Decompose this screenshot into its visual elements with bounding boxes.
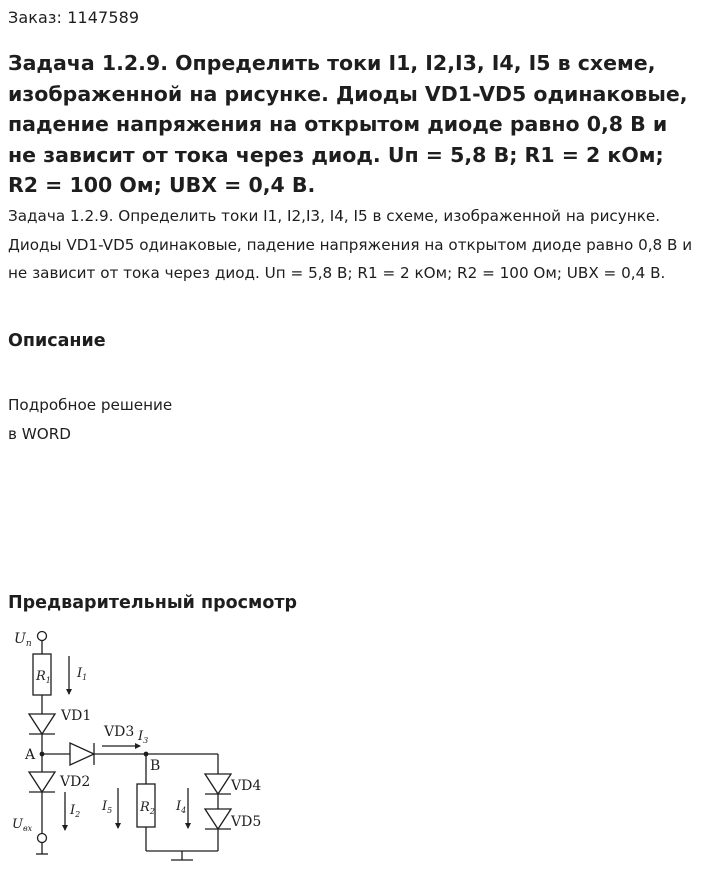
label-node-b: B [150,758,161,774]
diode-vd1 [29,714,55,734]
input-terminal [38,834,47,843]
label-r1: $R_1$ [36,669,51,685]
preview-heading: Предварительный просмотр [8,593,298,613]
diode-vd3 [70,743,94,765]
label-vd2: VD2 [60,774,91,790]
circuit-diagram [8,624,268,878]
diode-vd5 [205,809,231,829]
label-i4: $I_4$ [176,799,187,815]
node-b-dot [144,752,149,757]
circuit-preview [8,624,268,878]
label-vd5: VD5 [231,814,262,830]
label-un: $U_п$ [14,631,32,649]
node-a-dot [40,752,45,757]
description-line-1: Подробное решение [8,396,173,414]
description-heading: Описание [8,331,106,351]
supply-terminal [38,632,47,641]
task-text: Задача 1.2.9. Определить токи I1, I2,I3, I4, I5 в схеме, изображенной на рисунке. Диоды VD1-VD5 одинаковые, падение напряжения на открытом диоде равно 0,8 В и не зависит от тока через диод. Uп = 5,8 В; R1 = 2 кОм; R2 = 100 Ом; UВХ = 0,4 В. [8,207,693,283]
label-uin: $U_{вх}$ [12,817,33,833]
label-i1: $I_1$ [77,666,88,682]
label-vd1: VD1 [61,708,92,724]
label-vd4: VD4 [231,778,262,794]
order-number: Заказ: 1147589 [8,8,140,27]
diode-vd4 [205,774,231,794]
label-node-a: A [25,747,36,763]
diode-vd2 [29,772,55,792]
label-vd3: VD3 [104,724,135,740]
label-i3: $I_3$ [138,729,149,745]
label-i5: $I_5$ [102,799,113,815]
label-i2: $I_2$ [70,803,81,819]
task-title: Задача 1.2.9. Определить токи I1, I2,I3, I4, I5 в схеме, изображенной на рисунке. Диоды VD1-VD5 одинаковые, падение напряжения на открытом диоде равно 0,8 В и не зависит от тока через диод. Uп = 5,8 В; R1 = 2 кОм; R2 = 100 Ом; UВХ = 0,4 В. [8,51,688,197]
label-r2: $R_2$ [140,800,155,816]
description-line-2: в WORD [8,425,71,443]
